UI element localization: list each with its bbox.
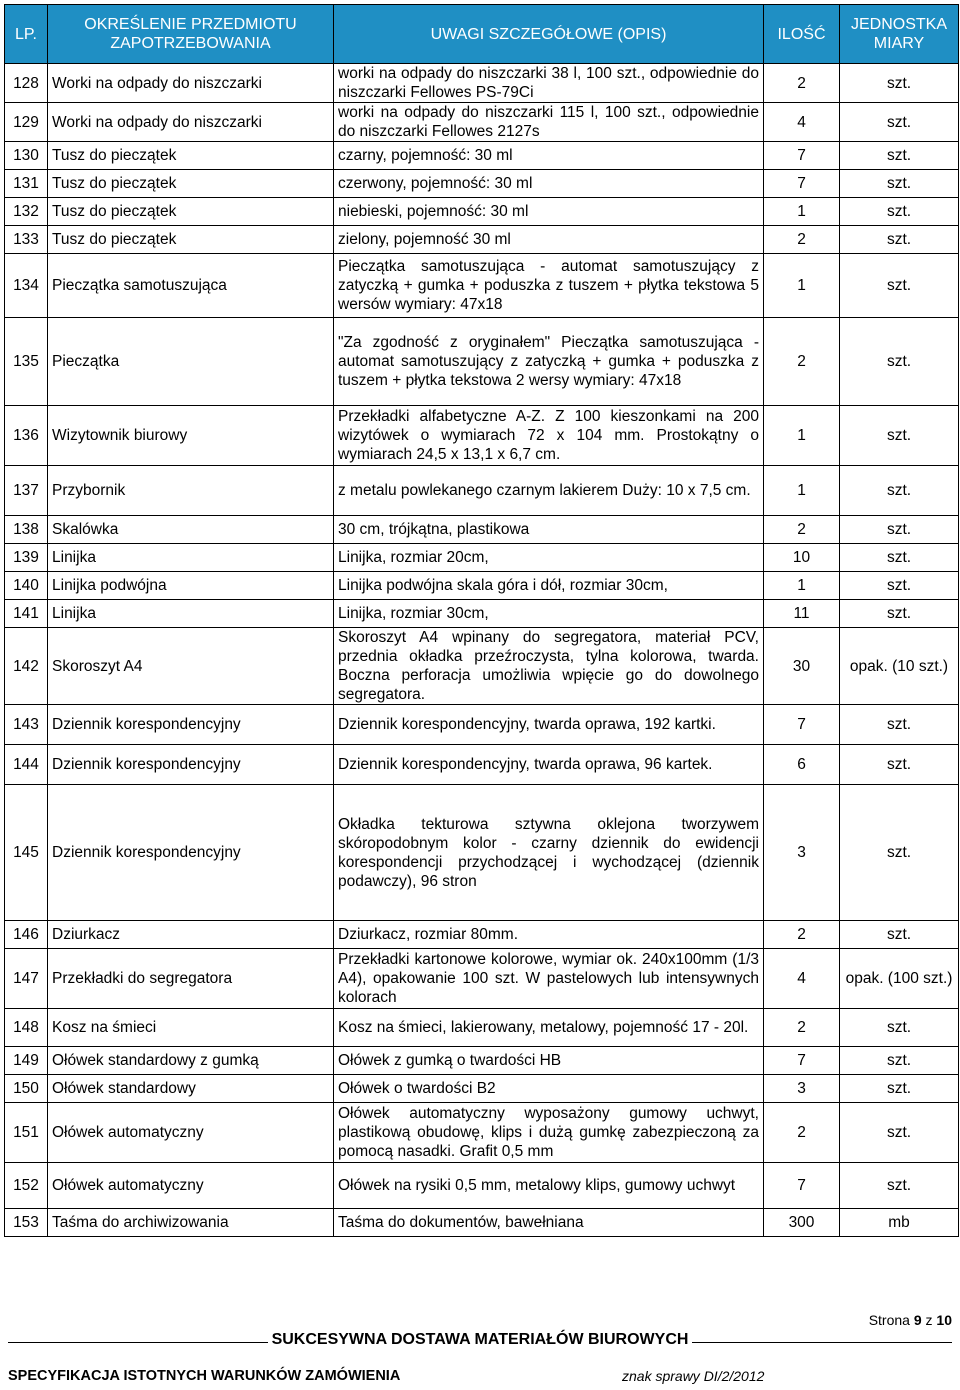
table-row — [5, 1047, 959, 1075]
table-row — [5, 745, 959, 785]
row-lp: 149 — [5, 1047, 48, 1075]
row-quantity: 1 — [764, 198, 840, 226]
row-quantity: 2 — [764, 1103, 840, 1163]
row-quantity: 1 — [764, 254, 840, 318]
table-row — [5, 1103, 959, 1163]
row-lp: 140 — [5, 572, 48, 600]
row-lp: 141 — [5, 600, 48, 628]
row-name: Kosz na śmieci — [48, 1009, 334, 1047]
row-description: zielony, pojemność 30 ml — [334, 226, 764, 254]
row-description: Skoroszyt A4 wpinany do segregatora, materiał PCV, przednia okładka przeźroczysta, tylna kolorowa, twarda. Boczna perforacja umożliwia wpięcie go do dowolnego segregatora. — [334, 628, 764, 705]
row-name: Linijka — [48, 600, 334, 628]
footer-case-number: znak sprawy DI/2/2012 — [622, 1368, 765, 1384]
row-unit: szt. — [840, 226, 959, 254]
row-name: Przybornik — [48, 466, 334, 516]
table-row — [5, 1163, 959, 1209]
table-row — [5, 572, 959, 600]
row-description: worki na odpady do niszczarki 38 l, 100 szt., odpowiednie do niszczarki Fellowes PS-79Ci — [334, 64, 764, 103]
row-quantity: 2 — [764, 226, 840, 254]
table-row — [5, 705, 959, 745]
row-name: Worki na odpady do niszczarki — [48, 64, 334, 103]
table-row — [5, 406, 959, 466]
row-name: Dziurkacz — [48, 921, 334, 949]
page-number — [869, 1312, 952, 1328]
row-unit: szt. — [840, 516, 959, 544]
table-row — [5, 544, 959, 572]
row-description: Dziurkacz, rozmiar 80mm. — [334, 921, 764, 949]
row-unit: szt. — [840, 705, 959, 745]
header-name: OKREŚLENIE PRZEDMIOTU ZAPOTRZEBOWANIA — [48, 5, 334, 64]
row-unit: szt. — [840, 170, 959, 198]
row-unit: szt. — [840, 600, 959, 628]
row-quantity: 7 — [764, 1163, 840, 1209]
row-name: Tusz do pieczątek — [48, 170, 334, 198]
table-row — [5, 785, 959, 921]
page-prefix: Strona — [868, 1312, 910, 1328]
row-name: Taśma do archiwizowania — [48, 1209, 334, 1237]
table-row — [5, 198, 959, 226]
row-unit: szt. — [840, 466, 959, 516]
row-unit: szt. — [840, 64, 959, 103]
specification-table — [4, 4, 959, 1237]
row-lp: 138 — [5, 516, 48, 544]
row-unit: szt. — [840, 1009, 959, 1047]
row-unit: szt. — [840, 544, 959, 572]
row-lp: 137 — [5, 466, 48, 516]
table-row — [5, 921, 959, 949]
page-total: 10 — [936, 1312, 952, 1328]
row-description: 30 cm, trójkątna, plastikowa — [334, 516, 764, 544]
row-description: Pieczątka samotuszująca - automat samotuszujący z zatyczką + gumka + poduszka z tuszem + płytka tekstowa 5 wersów wymiary: 47x18 — [334, 254, 764, 318]
row-description: "Za zgodność z oryginałem" Pieczątka samotuszująca - automat samotuszujący z zatyczką + gumka + poduszka z tuszem + płytka tekstowa 2 wersy wymiary: 47x18 — [334, 318, 764, 406]
table-row — [5, 142, 959, 170]
row-unit: szt. — [840, 406, 959, 466]
row-lp: 144 — [5, 745, 48, 785]
row-quantity: 7 — [764, 705, 840, 745]
row-name: Linijka — [48, 544, 334, 572]
row-unit: opak. (10 szt.) — [840, 628, 959, 705]
row-name: Dziennik korespondencyjny — [48, 705, 334, 745]
row-description: niebieski, pojemność: 30 ml — [334, 198, 764, 226]
row-unit: szt. — [840, 318, 959, 406]
row-quantity: 2 — [764, 64, 840, 103]
table-row — [5, 628, 959, 705]
row-lp: 131 — [5, 170, 48, 198]
table-row — [5, 64, 959, 103]
row-description: Taśma do dokumentów, bawełniana — [334, 1209, 764, 1237]
row-description: Ołówek automatyczny wyposażony gumowy uchwyt, plastikową obudowę, klips i dużą gumkę zabezpieczoną za pomocą nasadki. Grafit 0,5 mm — [334, 1103, 764, 1163]
row-unit: szt. — [840, 745, 959, 785]
row-unit: szt. — [840, 572, 959, 600]
row-quantity: 2 — [764, 1009, 840, 1047]
row-quantity: 4 — [764, 103, 840, 142]
row-name: Tusz do pieczątek — [48, 142, 334, 170]
table-header-row — [5, 5, 959, 64]
row-unit: szt. — [840, 785, 959, 921]
row-lp: 147 — [5, 949, 48, 1009]
row-description: czerwony, pojemność: 30 ml — [334, 170, 764, 198]
row-lp: 136 — [5, 406, 48, 466]
table-row — [5, 1075, 959, 1103]
row-name: Dziennik korespondencyjny — [48, 745, 334, 785]
row-name: Worki na odpady do niszczarki — [48, 103, 334, 142]
row-quantity: 6 — [764, 745, 840, 785]
row-quantity: 7 — [764, 1047, 840, 1075]
row-name: Pieczątka samotuszująca — [48, 254, 334, 318]
row-quantity: 1 — [764, 406, 840, 466]
row-description: z metalu powlekanego czarnym lakierem Duży: 10 x 7,5 cm. — [334, 466, 764, 516]
row-quantity: 2 — [764, 921, 840, 949]
row-name: Tusz do pieczątek — [48, 198, 334, 226]
row-quantity: 11 — [764, 600, 840, 628]
row-name: Skalówka — [48, 516, 334, 544]
row-description: Okładka tekturowa sztywna oklejona tworzywem skóropodobnym kolor - czarny dziennik do ewidencji korespondencji przychodzącej i wychodzącej (dziennik podawczy), 96 stron — [334, 785, 764, 921]
row-lp: 142 — [5, 628, 48, 705]
row-description: Linijka, rozmiar 20cm, — [334, 544, 764, 572]
row-description: czarny, pojemność: 30 ml — [334, 142, 764, 170]
row-quantity: 2 — [764, 516, 840, 544]
row-name: Ołówek automatyczny — [48, 1163, 334, 1209]
table-row — [5, 103, 959, 142]
row-unit: szt. — [840, 1047, 959, 1075]
row-lp: 132 — [5, 198, 48, 226]
row-quantity: 2 — [764, 318, 840, 406]
row-unit: szt. — [840, 1103, 959, 1163]
table-body — [5, 64, 959, 1237]
row-unit: szt. — [840, 1075, 959, 1103]
row-lp: 129 — [5, 103, 48, 142]
row-name: Tusz do pieczątek — [48, 226, 334, 254]
row-description: Przekładki alfabetyczne A-Z. Z 100 kieszonkami na 200 wizytówek o wymiarach 72 x 104 mm. Prostokątny o wymiarach 24,5 x 13,1 x 6,7 cm. — [334, 406, 764, 466]
row-lp: 153 — [5, 1209, 48, 1237]
row-lp: 130 — [5, 142, 48, 170]
table-row — [5, 1209, 959, 1237]
row-quantity: 7 — [764, 170, 840, 198]
row-description: Linijka podwójna skala góra i dół, rozmiar 30cm, — [334, 572, 764, 600]
row-name: Przekładki do segregatora — [48, 949, 334, 1009]
page-separator: z — [925, 1312, 933, 1328]
row-unit: mb — [840, 1209, 959, 1237]
row-quantity: 4 — [764, 949, 840, 1009]
footer-spec-label: SPECYFIKACJA ISTOTNYCH WARUNKÓW ZAMÓWIENIA — [8, 1368, 401, 1384]
row-lp: 134 — [5, 254, 48, 318]
table-row — [5, 1009, 959, 1047]
row-unit: szt. — [840, 1163, 959, 1209]
row-lp: 151 — [5, 1103, 48, 1163]
row-description: worki na odpady do niszczarki 115 l, 100 szt., odpowiednie do niszczarki Fellowes 2127s — [334, 103, 764, 142]
row-quantity: 3 — [764, 785, 840, 921]
table-row — [5, 466, 959, 516]
row-quantity: 30 — [764, 628, 840, 705]
row-lp: 148 — [5, 1009, 48, 1047]
row-name: Ołówek standardowy — [48, 1075, 334, 1103]
table-row — [5, 516, 959, 544]
row-quantity: 10 — [764, 544, 840, 572]
row-unit: szt. — [840, 921, 959, 949]
row-lp: 139 — [5, 544, 48, 572]
table-row — [5, 318, 959, 406]
row-description: Ołówek o twardości B2 — [334, 1075, 764, 1103]
row-description: Kosz na śmieci, lakierowany, metalowy, pojemność 17 - 20l. — [334, 1009, 764, 1047]
row-unit: szt. — [840, 198, 959, 226]
row-lp: 133 — [5, 226, 48, 254]
row-name: Ołówek automatyczny — [48, 1103, 334, 1163]
row-description: Ołówek na rysiki 0,5 mm, metalowy klips, gumowy uchwyt — [334, 1163, 764, 1209]
row-name: Linijka podwójna — [48, 572, 334, 600]
footer-title: SUKCESYWNA DOSTAWA MATERIAŁÓW BIUROWYCH — [0, 1331, 960, 1349]
table-row — [5, 949, 959, 1009]
row-lp: 143 — [5, 705, 48, 745]
row-lp: 135 — [5, 318, 48, 406]
row-quantity: 300 — [764, 1209, 840, 1237]
row-description: Dziennik korespondencyjny, twarda oprawa, 96 kartek. — [334, 745, 764, 785]
row-lp: 150 — [5, 1075, 48, 1103]
header-quantity: ILOŚĆ — [764, 5, 840, 64]
row-unit: opak. (100 szt.) — [840, 949, 959, 1009]
row-lp: 152 — [5, 1163, 48, 1209]
row-name: Pieczątka — [48, 318, 334, 406]
row-unit: szt. — [840, 254, 959, 318]
table-row — [5, 254, 959, 318]
row-description: Przekładki kartonowe kolorowe, wymiar ok. 240x100mm (1/3 A4), opakowanie 100 szt. W pastelowych lub intensywnych kolorach — [334, 949, 764, 1009]
row-quantity: 1 — [764, 572, 840, 600]
header-description: UWAGI SZCZEGÓŁOWE (OPIS) — [334, 5, 764, 64]
row-description: Dziennik korespondencyjny, twarda oprawa, 192 kartki. — [334, 705, 764, 745]
table-row — [5, 226, 959, 254]
row-name: Ołówek standardowy z gumką — [48, 1047, 334, 1075]
row-quantity: 7 — [764, 142, 840, 170]
row-lp: 128 — [5, 64, 48, 103]
row-name: Dziennik korespondencyjny — [48, 785, 334, 921]
row-lp: 145 — [5, 785, 48, 921]
header-unit: JEDNOSTKA MIARY — [840, 5, 959, 64]
row-description: Linijka, rozmiar 30cm, — [334, 600, 764, 628]
table-row — [5, 600, 959, 628]
table-row — [5, 170, 959, 198]
row-name: Wizytownik biurowy — [48, 406, 334, 466]
row-unit: szt. — [840, 103, 959, 142]
page-current: 9 — [913, 1312, 922, 1328]
row-name: Skoroszyt A4 — [48, 628, 334, 705]
row-quantity: 3 — [764, 1075, 840, 1103]
row-lp: 146 — [5, 921, 48, 949]
row-description: Ołówek z gumką o twardości HB — [334, 1047, 764, 1075]
row-unit: szt. — [840, 142, 959, 170]
header-lp: LP. — [5, 5, 48, 64]
row-quantity: 1 — [764, 466, 840, 516]
